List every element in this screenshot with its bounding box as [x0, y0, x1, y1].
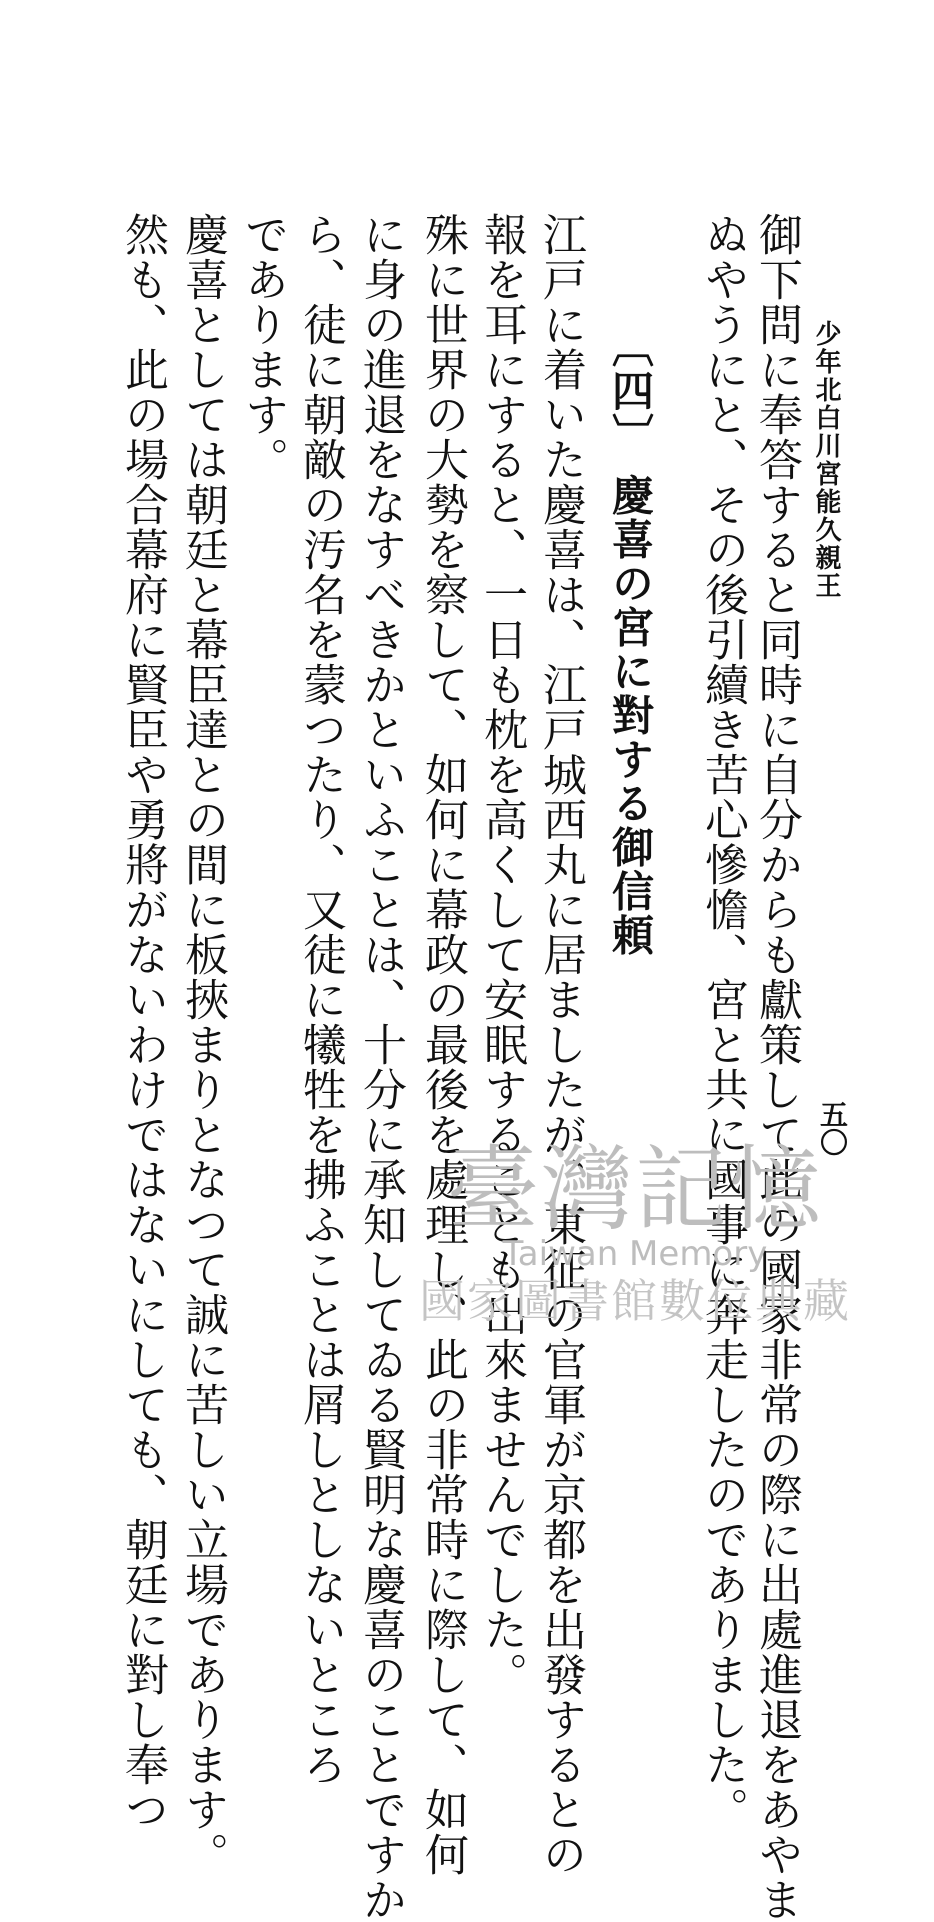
text-column-10: 然も、此の場合幕府に賢臣や勇將がないわけではないにしても、朝廷に對し奉つ	[117, 212, 168, 1832]
text-column-2: ぬやうにと、その後引續き苦心慘憺、宮と共に國事に奔走したのでありました。	[697, 212, 748, 1832]
watermark	[400, 1136, 870, 1340]
text-column-9: 慶喜としては朝廷と幕臣達との間に板挾まりとなつて誠に苦しい立場であります。	[177, 212, 228, 1877]
text-column-3: 江戸に着いた慶喜は、江戸城西丸に居ましたが、東征の官軍が京都を出發するとの	[535, 212, 586, 1877]
text-column-1: 御下問に奉答すると同時に自分からも獻策して此の國家非常の際に出處進退をあやま	[751, 212, 802, 1922]
text-column-5: 殊に世界の大勢を察して、如何に幕政の最後を處理し、此の非常時に際して、如何	[417, 212, 468, 1877]
text-column-7: ら、徒に朝敵の汚名を蒙つたり、又徒に犧牲を拂ふことは屑しとしないところ	[295, 212, 346, 1787]
watermark-logo: 臺灣記憶	[446, 1136, 823, 1243]
section-heading: 〔四〕 慶喜の宮に對する御信頼	[606, 325, 655, 958]
running-head: 少年北白川宮能久親王	[811, 320, 841, 600]
text-column-8: であります。	[237, 212, 288, 482]
watermark-english: Taiwan Memory	[502, 1234, 768, 1274]
watermark-chinese: 國家圖書館數位典藏	[419, 1274, 851, 1328]
page-number: 五〇	[816, 1100, 849, 1156]
text-column-4: 報を耳にすると、一日も枕を高くして安眠することも出來ませんでした。	[476, 212, 527, 1697]
text-column-6: に身の進退をなすべきかといふことは、十分に承知してゐる賢明な慶喜のことですか	[355, 212, 406, 1922]
